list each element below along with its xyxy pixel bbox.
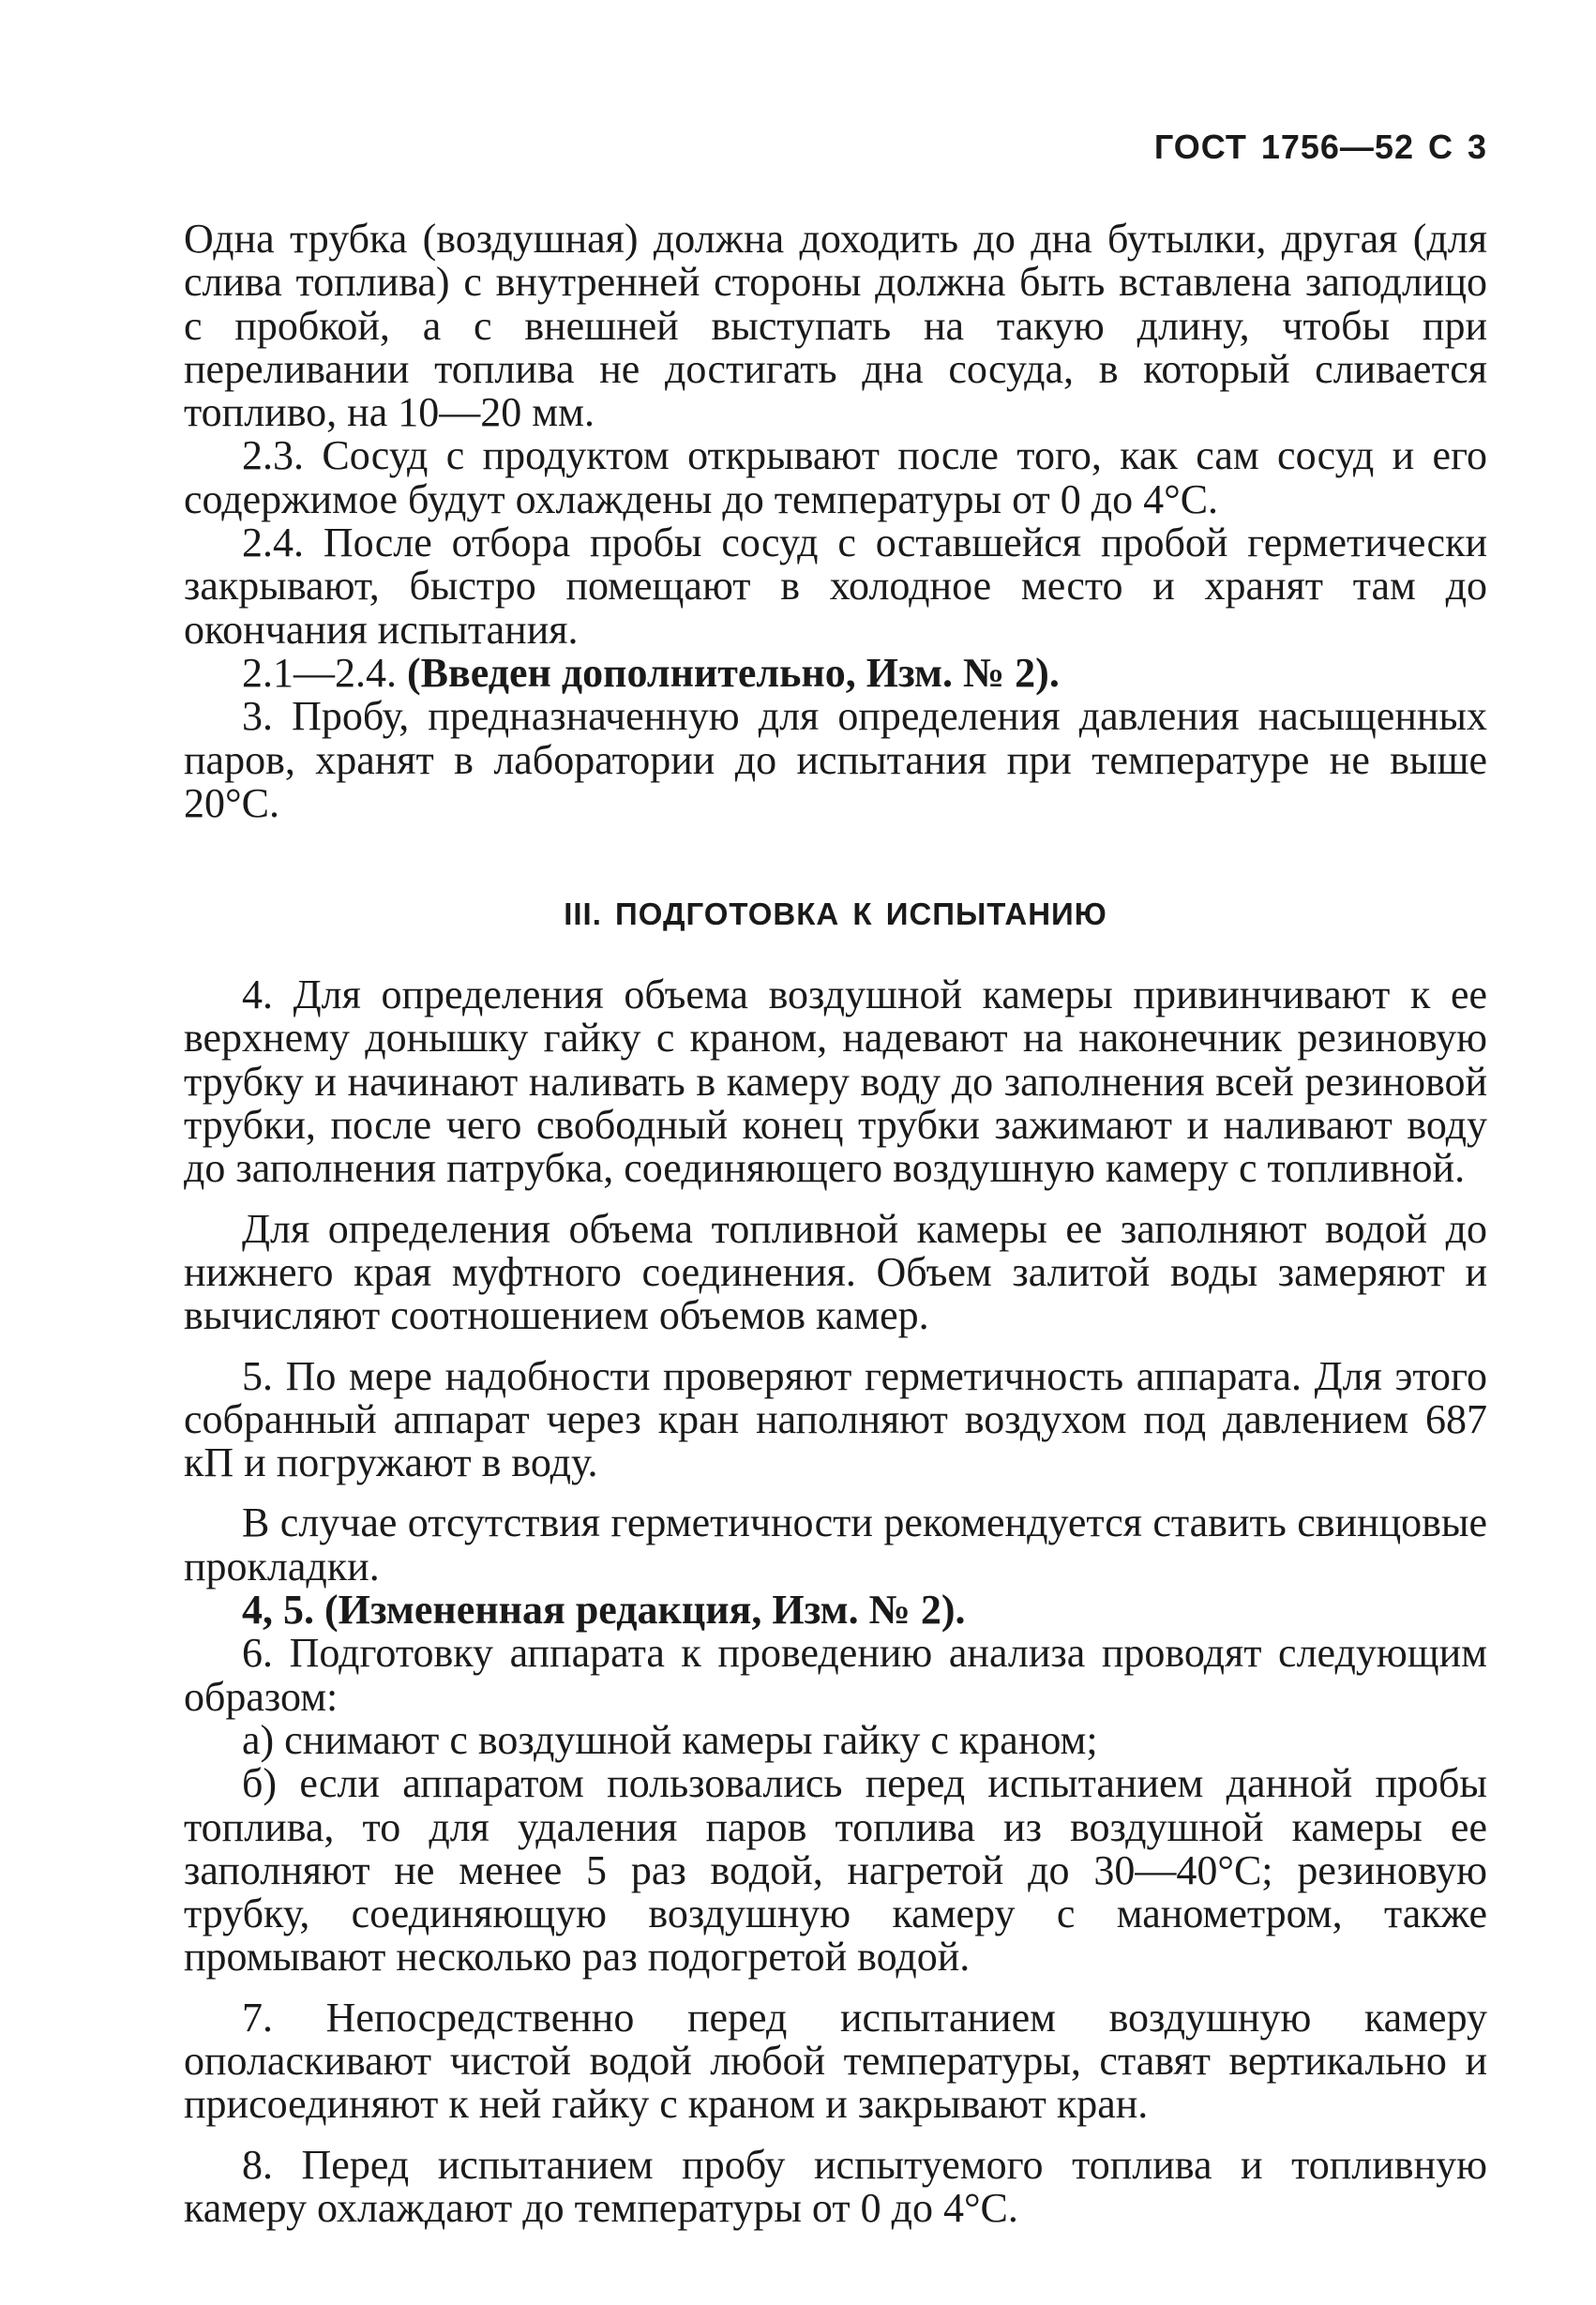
paragraph-6: 6. Подготовку аппарата к проведению анализа проводят следующим образом: xyxy=(184,1630,1487,1720)
paragraph-3: 3. Пробу, предназначенную для определения давления насыщенных паров, хранят в лаборатории до испытания при температуре не выше 20°С. xyxy=(184,693,1487,826)
paragraph-6-b: б) если аппаратом пользовались перед испытанием данной пробы топлива, то для удаления паров топлива из воздушной камеры ее заполняют не менее 5 раз водой, нагретой до 30—40°С; резиновую трубку, соединяющую воздушную камеру с манометром, также промывают несколько раз подогретой водой. xyxy=(184,1760,1487,1981)
paragraph-6-a: а) снимают с воздушной камеры гайку с краном; xyxy=(242,1716,1098,1763)
paragraph-4: 4. Для определения объема воздушной камеры привинчивают к ее верхнему донышку гайку с краном, надевают на наконечник резиновую трубку и начинают наливать в камеру воду до заполнения всей резиновой трубки, после чего свободный конец трубки зажимают и наливают воду до заполнения патрубка, соединяющего воздушную камеру с топливной. xyxy=(184,972,1487,1192)
amendment-note-text: (Введен дополнительно, Изм. № 2). xyxy=(407,649,1060,696)
body-text xyxy=(184,218,1487,2230)
paragraph-7: 7. Непосредственно перед испытанием воздушную камеру ополаскивают чистой водой любой температуры, ставят вертикально и присоединяют к ней гайку с краном и закрывают кран. xyxy=(184,1994,1487,2128)
paragraph-2-3: 2.3. Сосуд с продуктом открывают после того, как сам сосуд и его содержимое будут охлаждены до температуры от 0 до 4°С. xyxy=(184,432,1487,522)
section-title: III. ПОДГОТОВКА К ИСПЫТАНИЮ xyxy=(564,896,1107,932)
paragraph-tube-continuation: Одна трубка (воздушная) должна доходить до дна бутылки, другая (для слива топлива) с внутренней стороны должна быть вставлена заподлицо с пробкой, а с внешней выступать на такую длину, чтобы при переливании топлива не достигать дна сосуда, в который сливается топливо, на 10—20 мм. xyxy=(184,216,1487,436)
document-page xyxy=(184,0,1487,2305)
paragraph-4-fuel-chamber: Для определения объема топливной камеры ее заполняют водой до нижнего края муфтного соединения. Объем залитой воды замеряют и вычисляют соотношением объемов камер. xyxy=(184,1205,1487,1339)
amendment-note-2-1-2-4 xyxy=(184,649,1487,696)
paragraph-8: 8. Перед испытанием пробу испытуемого топлива и топливную камеру охлаждают до температуры от 0 до 4°С. xyxy=(184,2141,1487,2231)
amendment-note-4-5: 4, 5. (Измененная редакция, Изм. № 2). xyxy=(242,1587,966,1634)
paragraph-5: 5. По мере надобности проверяют герметичность аппарата. Для этого собранный аппарат через кран наполняют воздухом под давлением 687 кП и погружают в воду. xyxy=(184,1352,1487,1486)
amendment-note-number: 2.1—2.4. xyxy=(242,649,397,696)
paragraph-5-gaskets: В случае отсутствия герметичности рекомендуется ставить свинцовые прокладки. xyxy=(184,1499,1487,1589)
running-header: ГОСТ 1756—52 С 3 xyxy=(1153,128,1487,166)
paragraph-2-4: 2.4. После отбора пробы сосуд с оставшейся пробой герметически закрывают, быстро помещают в холодное место и хранят там до окончания испытания. xyxy=(184,520,1487,653)
